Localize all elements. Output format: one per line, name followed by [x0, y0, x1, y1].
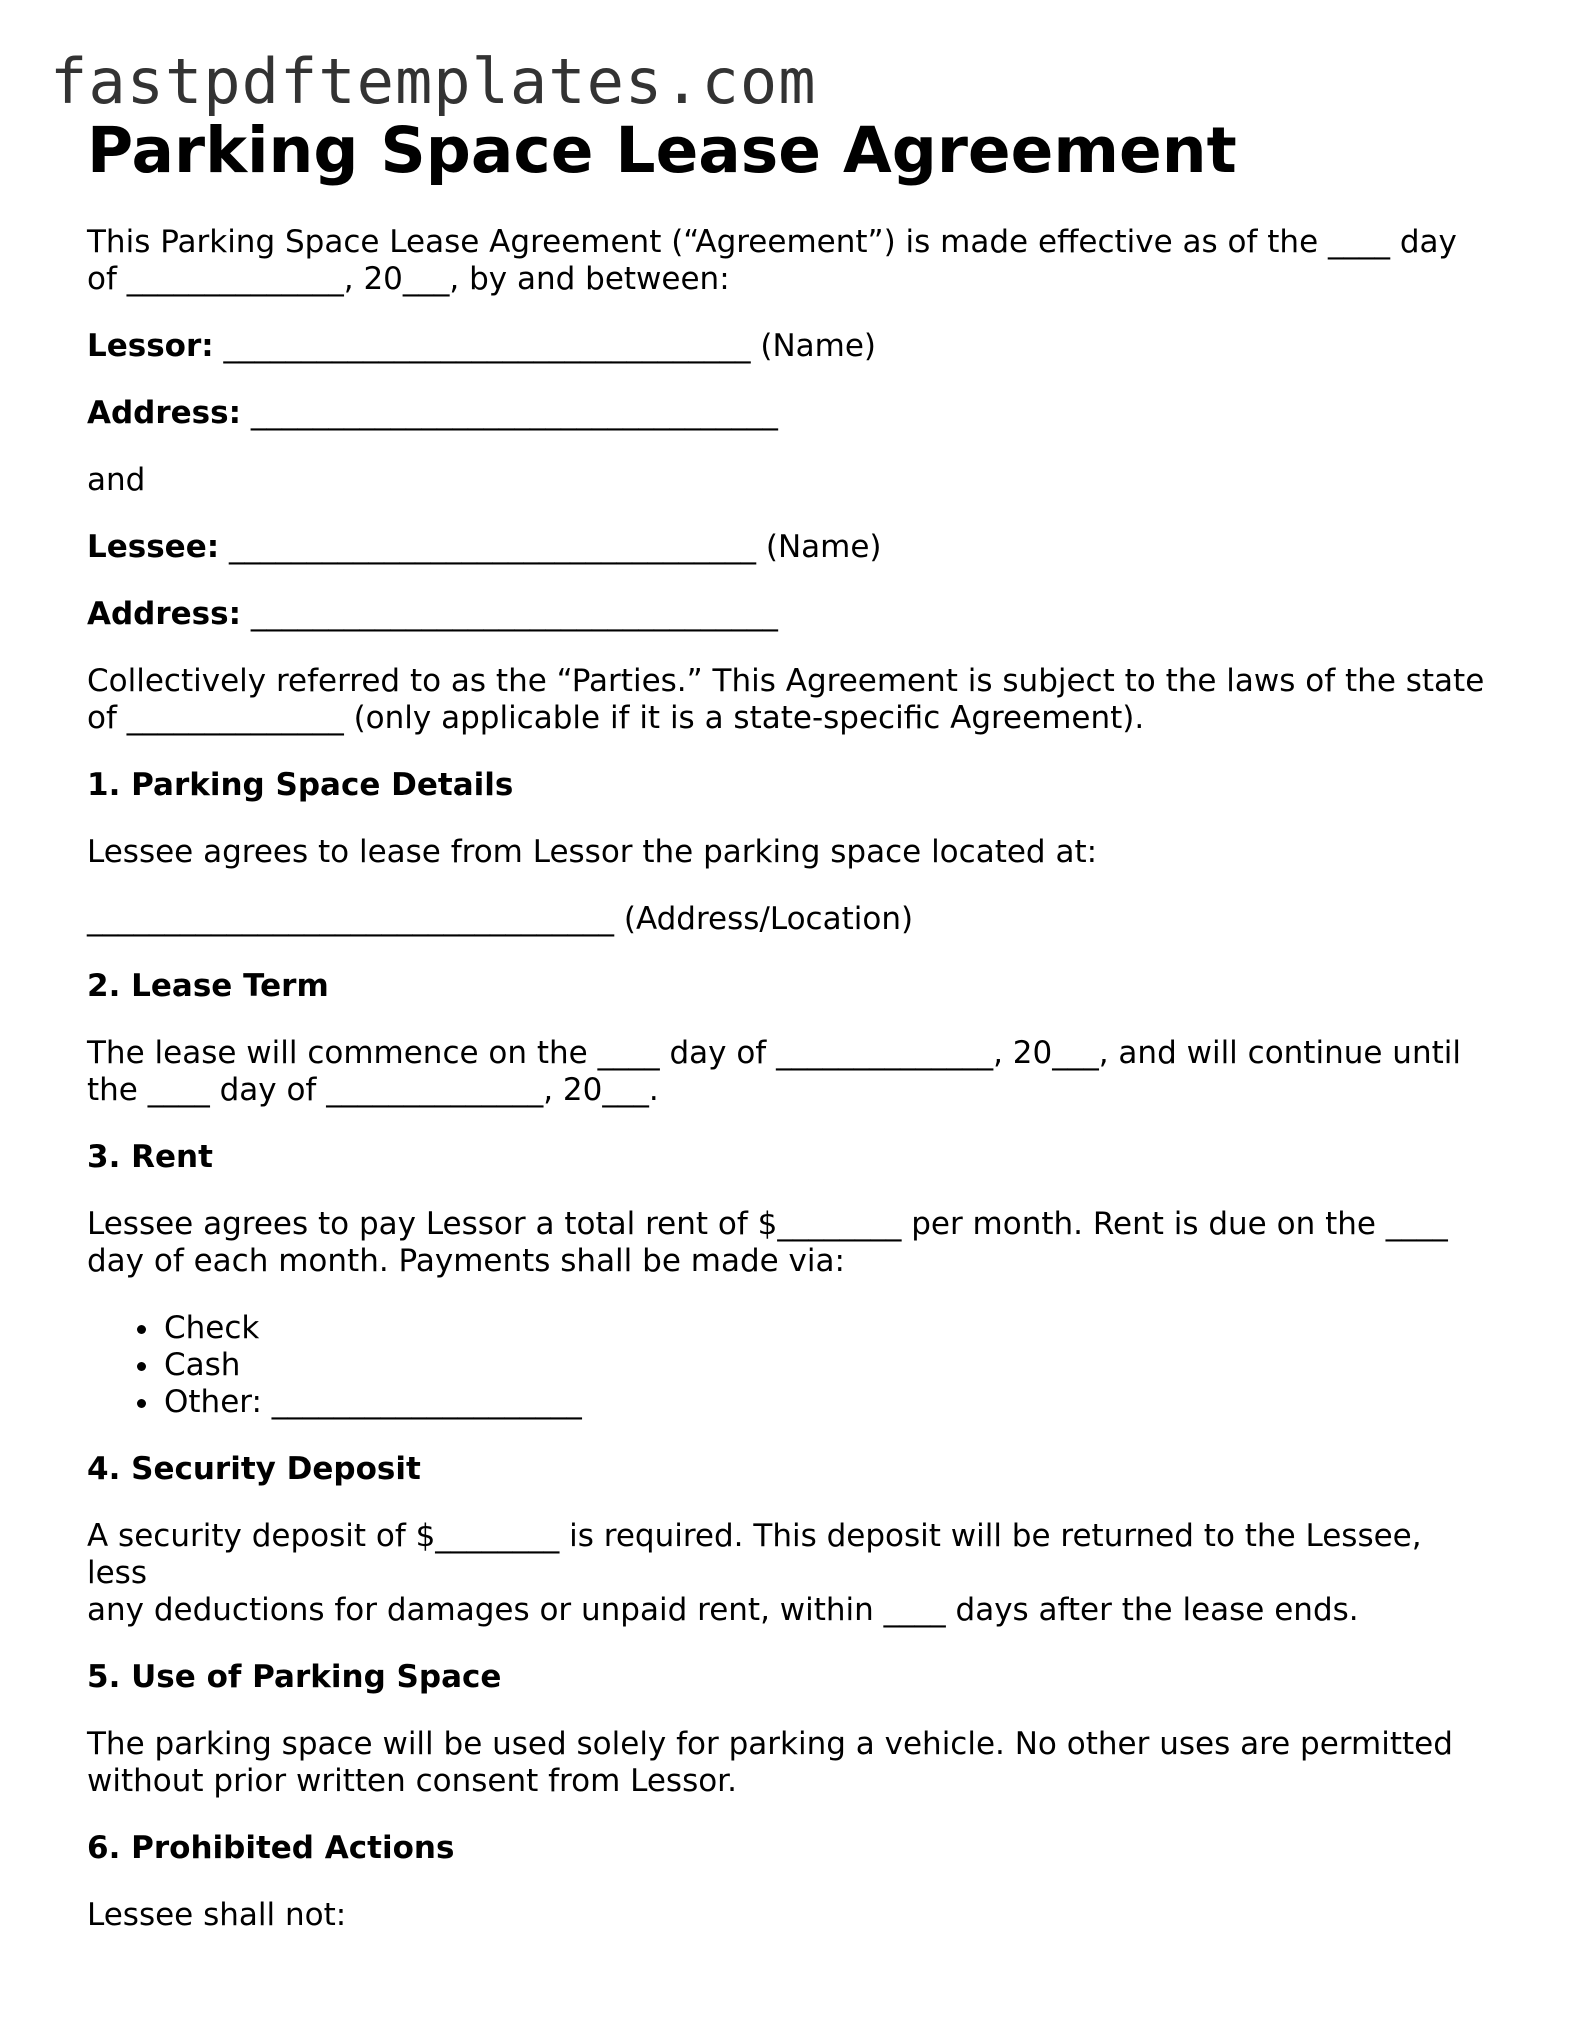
- parties-line-2: of ______________ (only applicable if it is a state-specific Agreement).: [87, 700, 1145, 736]
- intro-line-2: of ______________, 20___, by and between:: [87, 261, 730, 297]
- watermark: fastpdftemplates.com: [50, 45, 817, 118]
- lessee-address-blank: __________________________________: [241, 596, 778, 632]
- section-5-heading: 5. Use of Parking Space: [87, 1659, 502, 1695]
- payment-method-item: • Other: ____________________: [162, 1384, 1487, 1421]
- lessee-label: Lessee:: [87, 529, 220, 565]
- payment-method-item: • Check: [162, 1310, 1487, 1347]
- lessor-name-blank: __________________________________ (Name): [213, 328, 877, 364]
- lessee-name-blank: __________________________________ (Name): [219, 529, 882, 565]
- section-4-heading: 4. Security Deposit: [87, 1451, 421, 1487]
- lessee-address-line: [87, 596, 1487, 633]
- parties-line-1: Collectively referred to as the “Parties.” This Agreement is subject to the laws of the state: [87, 663, 1485, 699]
- lessee-line: [87, 529, 1487, 566]
- payment-method-item: • Cash: [162, 1347, 1487, 1384]
- section-5-paragraph: [87, 1726, 1487, 1800]
- lessor-label: Lessor:: [87, 328, 214, 364]
- parties-paragraph: [87, 663, 1487, 737]
- section-1-text: Lessee agrees to lease from Lessor the parking space located at:: [87, 834, 1098, 870]
- section-2-heading: 2. Lease Term: [87, 968, 329, 1004]
- and-connector: and: [87, 462, 146, 498]
- section-4-line-2: any deductions for damages or unpaid rent, within ____ days after the lease ends.: [87, 1592, 1359, 1628]
- section-3-line-2: day of each month. Payments shall be made via:: [87, 1243, 845, 1279]
- lessor-line: [87, 328, 1487, 365]
- lessor-address-blank: __________________________________: [241, 395, 778, 431]
- section-6-heading: 6. Prohibited Actions: [87, 1830, 455, 1866]
- intro-line-1: This Parking Space Lease Agreement (“Agreement”) is made effective as of the ____ day: [87, 224, 1457, 260]
- payment-methods-list: [87, 1310, 1487, 1421]
- section-3-line-1: Lessee agrees to pay Lessor a total rent of $________ per month. Rent is due on the ____: [87, 1206, 1448, 1242]
- section-3-paragraph: [87, 1206, 1487, 1280]
- section-5-line-1: The parking space will be used solely for parking a vehicle. No other uses are permitted: [87, 1726, 1453, 1762]
- document-page: [87, 105, 1487, 1934]
- section-5-line-2: without prior written consent from Lessor.: [87, 1763, 737, 1799]
- intro-paragraph: [87, 224, 1487, 298]
- section-1-heading: 1. Parking Space Details: [87, 767, 514, 803]
- lessor-address-line: [87, 395, 1487, 432]
- section-3-heading: 3. Rent: [87, 1139, 213, 1175]
- section-2-line-1: The lease will commence on the ____ day of ______________, 20___, and will continue until: [87, 1035, 1461, 1071]
- section-6-text: Lessee shall not:: [87, 1897, 347, 1933]
- lessor-address-label: Address:: [87, 395, 241, 431]
- section-2-paragraph: [87, 1035, 1487, 1109]
- section-2-line-2: the ____ day of ______________, 20___.: [87, 1072, 659, 1108]
- document-title: Parking Space Lease Agreement: [87, 114, 1237, 187]
- section-4-line-1: A security deposit of $________ is required. This deposit will be returned to the Lessee, less: [87, 1518, 1432, 1591]
- section-1-location-line: __________________________________ (Address/Location): [87, 901, 914, 937]
- lessee-address-label: Address:: [87, 596, 241, 632]
- section-4-paragraph: [87, 1518, 1487, 1629]
